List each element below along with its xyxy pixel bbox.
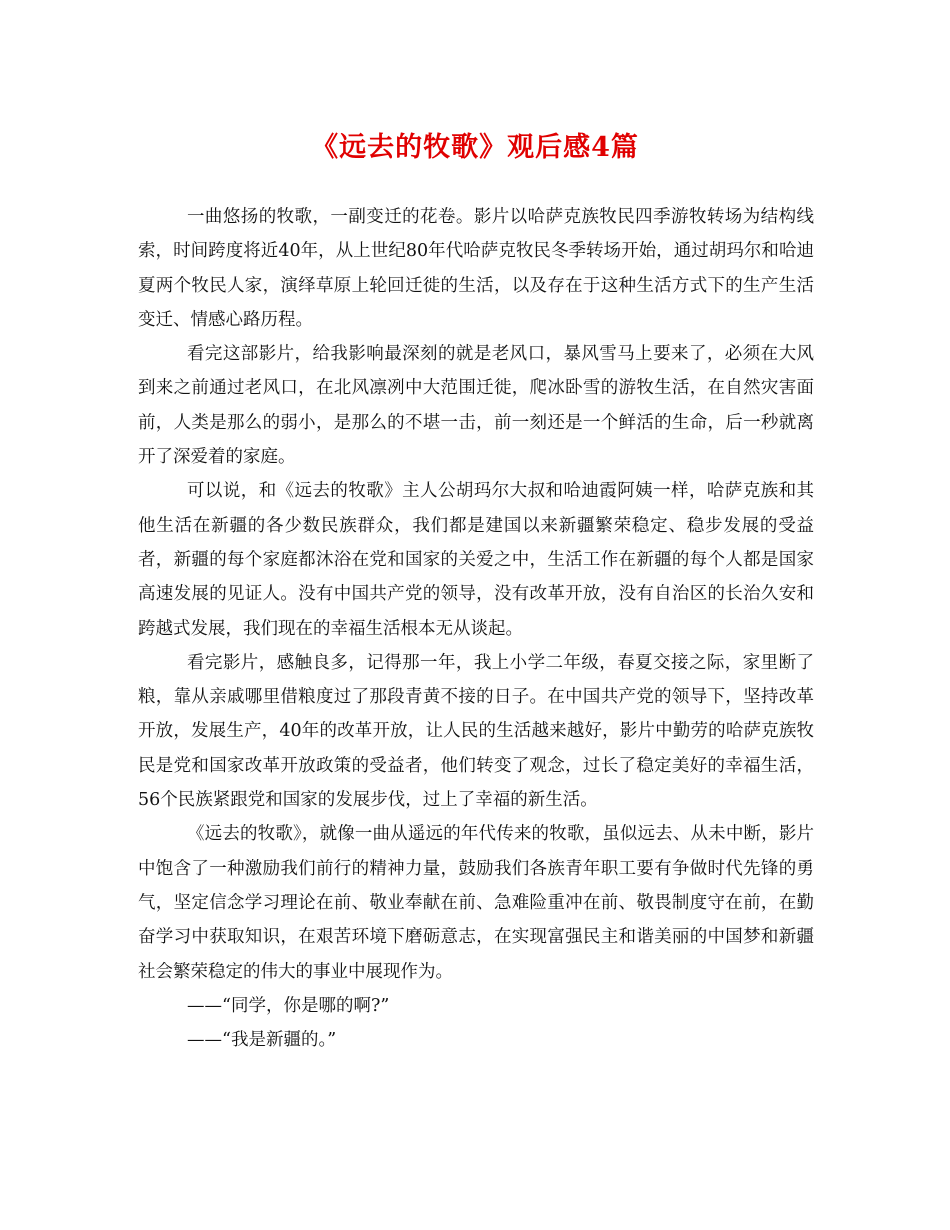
paragraph-4: 看完影片，感触良多，记得那一年，我上小学二年级，春夏交接之际，家里断了粮，靠从亲戚哪里借粮度过了那段青黄不接的日子。在中国共产党的领导下，坚持改革开放，发展生产，40年的改革开放，让人民的生活越来越好，影片中勤劳的哈萨克族牧民是党和国家改革开放政策的受益者，他们转变了观念，过长了稳定美好的幸福生活，56个民族紧跟党和国家的发展步伐，过上了幸福的新生活。 [138, 652, 814, 811]
paragraph-1: 一曲悠扬的牧歌，一副变迁的花卷。影片以哈萨克族牧民四季游牧转场为结构线索，时间跨度将近40年，从上世纪80年代哈萨克牧民冬季转场开始，通过胡玛尔和哈迪夏两个牧民人家，演绎草原上轮回迁徙的生活，以及存在于这种生活方式下的生产生活变迁、情感心路历程。 [138, 207, 814, 330]
dialog-line-2: ——“我是新疆的。” [187, 1030, 337, 1051]
paragraph-2: 看完这部影片，给我影响最深刻的就是老风口，暴风雪马上要来了，必须在大风到来之前通过老风口，在北风凛冽中大范围迁徙，爬冰卧雪的游牧生活，在自然灾害面前，人类是那么的弱小，是那么的不堪一击，前一刻还是一个鲜活的生命，后一秒就离开了深爱着的家庭。 [138, 344, 814, 468]
document-title: 《远去的牧歌》观后感4篇 [311, 132, 639, 163]
document-body [138, 200, 814, 1057]
paragraph-5: 《远去的牧歌》，就像一曲从遥远的年代传来的牧歌，虽似远去、从未中断，影片中饱含了一种激励我们前行的精神力量，鼓励我们各族青年职工要有争做时代先锋的勇气，坚定信念学习理论在前、敬业奉献在前、急难险重冲在前、敬畏制度守在前，在勤奋学习中获取知识，在艰苦环境下磨砺意志，在实现富强民主和谐美丽的中国梦和新疆社会繁荣稳定的伟大的事业中展现作为。 [138, 824, 814, 982]
dialog-line-1: ——“同学，你是哪的啊?” [187, 995, 390, 1016]
paragraph-3: 可以说，和《远去的牧歌》主人公胡玛尔大叔和哈迪霞阿姨一样，哈萨克族和其他生活在新疆的各少数民族群众，我们都是建国以来新疆繁荣稳定、稳步发展的受益者，新疆的每个家庭都沐浴在党和国家的关爱之中，生活工作在新疆的每个人都是国家高速发展的见证人。没有中国共产党的领导，没有改革开放，没有自治区的长治久安和跨越式发展，我们现在的幸福生活根本无从谈起。 [138, 481, 814, 639]
